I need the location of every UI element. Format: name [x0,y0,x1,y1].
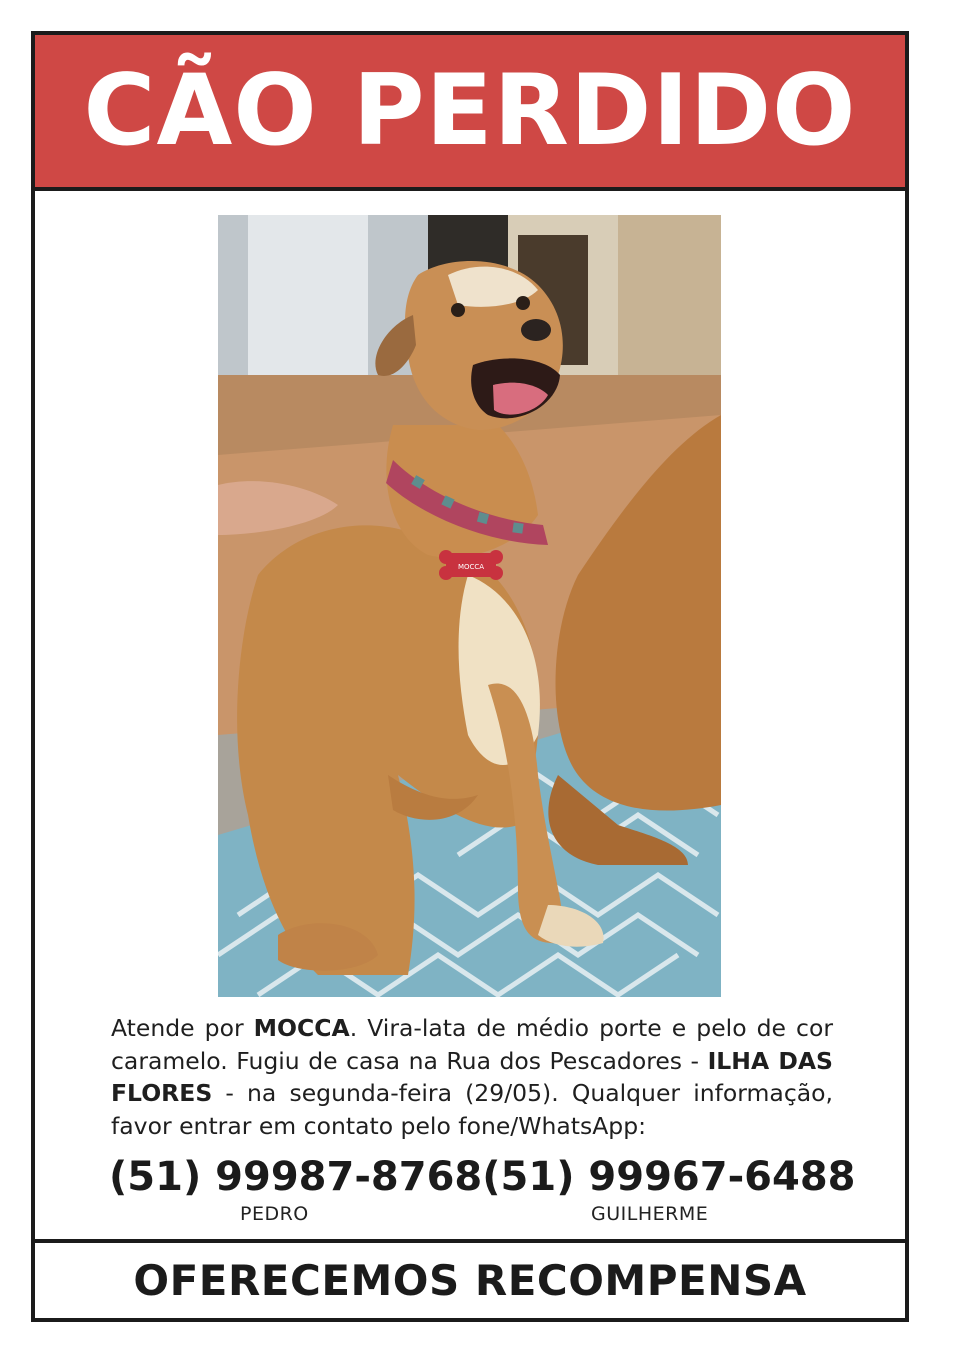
lost-dog-poster [31,31,909,1322]
dog-name: MOCCA [253,1014,350,1042]
phone-number-2[interactable]: (51) 99967-6488 [482,1154,856,1200]
reward-text: OFERECEMOS RECOMPENSA [133,1256,807,1305]
phone-numbers [109,1150,856,1204]
reward-banner [35,1239,905,1318]
collar-tag-text: MOCCA [457,563,485,571]
dog-photo-illustration [218,215,721,997]
poster-header [35,35,905,191]
location-name: ILHA DAS FLORES [111,1046,833,1107]
contact-name-1: PEDRO [240,1203,309,1225]
poster-title: CÃO PERDIDO [83,54,857,168]
dog-photo [218,215,721,997]
dog-description [111,1012,833,1142]
phone-number-1[interactable]: (51) 99987-8768 [109,1154,483,1200]
description-part-1: Atende por [111,1014,254,1042]
contact-name-2: GUILHERME [591,1203,709,1225]
collar-tag [439,550,503,580]
description-part-3: - na segunda-feira (29/05). Qualquer informação, favor entrar em contato pelo fone/WhatsApp: [111,1079,833,1140]
description-part-2: . Vira-lata de médio porte e pelo de cor caramelo. Fugiu de casa na Rua dos Pescadores - [111,1014,833,1075]
